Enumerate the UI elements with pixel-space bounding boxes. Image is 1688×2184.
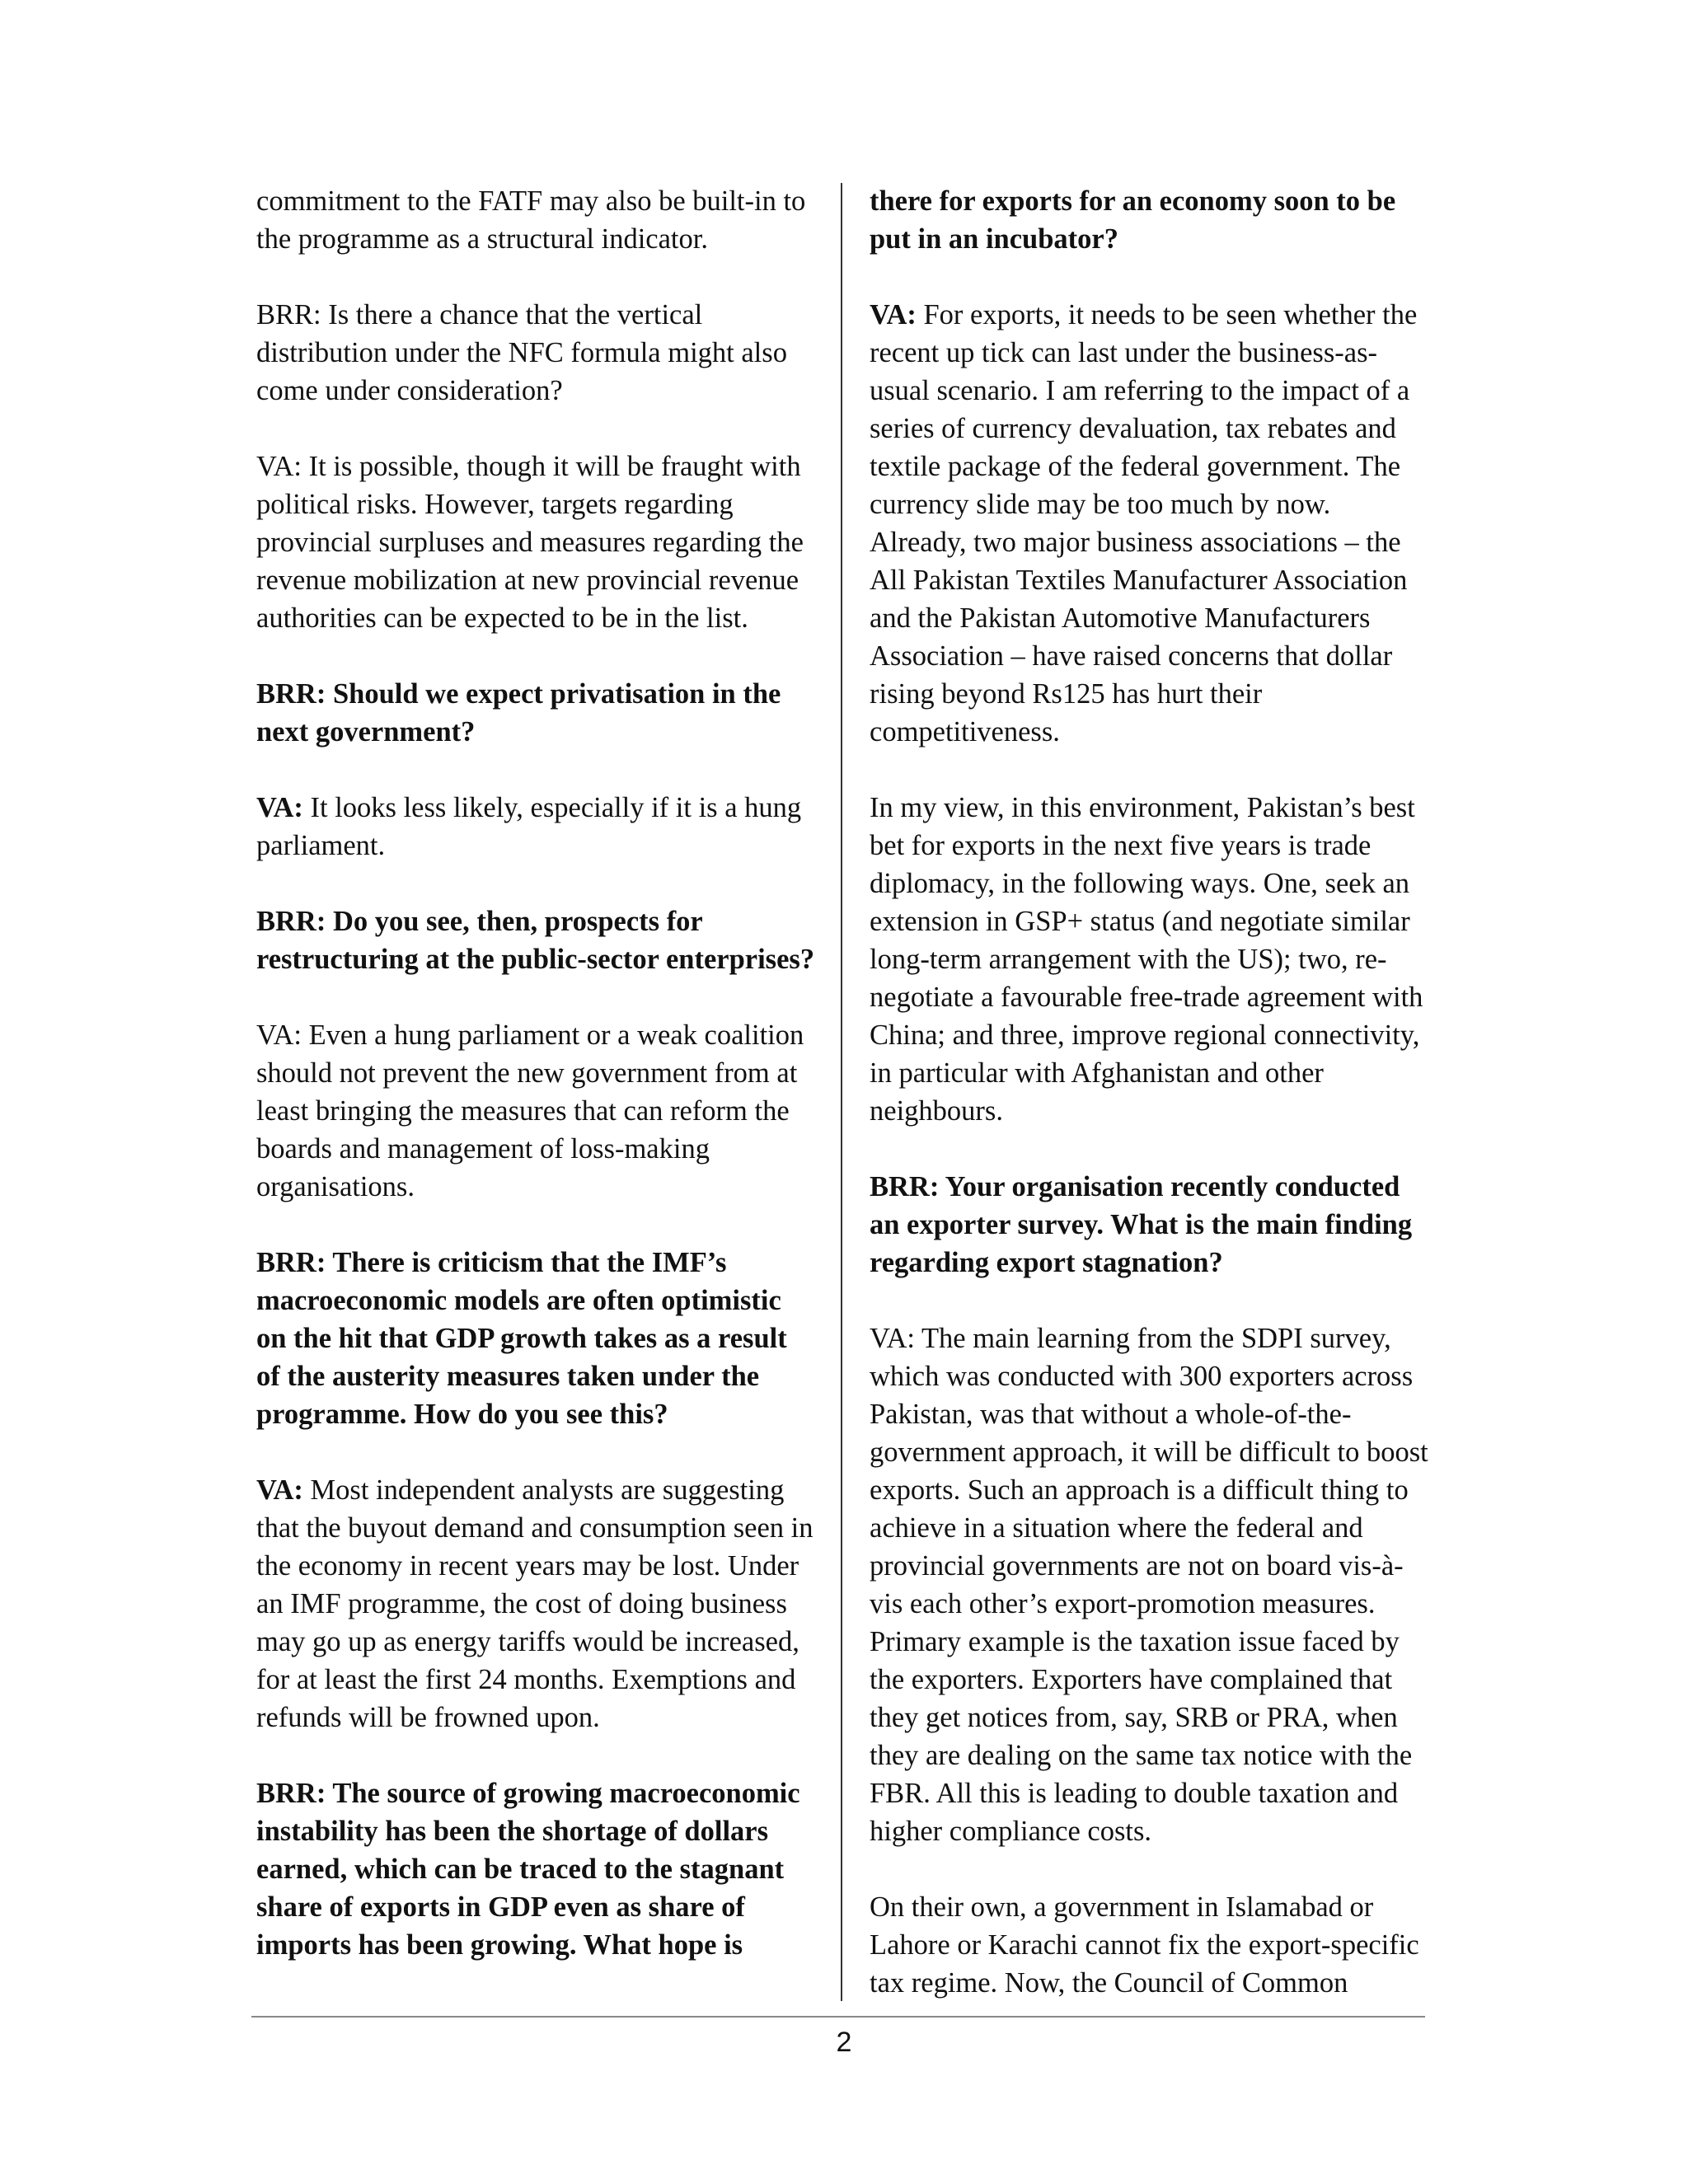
question-text: BRR: The source of growing macroeconomic instability has been the shortage of dollars earned, which can be traced to the stagnant share of exports in GDP even as share of imports has been growing. What hope is bbox=[256, 1778, 800, 1961]
question-text: BRR: Do you see, then, prospects for restructuring at the public-sector enterprises? bbox=[256, 906, 815, 975]
answer-text: It looks less likely, especially if it is a hung parliament. bbox=[256, 792, 802, 861]
paragraph-text: commitment to the FATF may also be built-in to the programme as a structural indicator. bbox=[256, 185, 806, 255]
paragraph-text: BRR: Is there a chance that the vertical distribution under the NFC formula might also come under consideration? bbox=[256, 299, 787, 406]
interview-question bbox=[870, 1168, 1430, 1282]
paragraph bbox=[870, 789, 1430, 1130]
question-text: BRR: There is criticism that the IMF’s macroeconomic models are often optimistic on the hit that GDP growth takes as a result of the austerity measures taken under the programme. How do you see this? bbox=[256, 1247, 787, 1430]
answer-text: VA: Even a hung parliament or a weak coalition should not prevent the new government from at least bringing the measures that can reform the boards and management of loss-making organisations. bbox=[256, 1019, 804, 1202]
paragraph bbox=[256, 296, 817, 410]
interview-answer bbox=[256, 1471, 817, 1736]
paragraph bbox=[256, 182, 817, 258]
speaker-label: VA: bbox=[256, 792, 303, 823]
paragraph-text: In my view, in this environment, Pakistan’s best bet for exports in the next five years is trade diplomacy, in the following ways. One, seek an extension in GSP+ status (and negotiate similar long-term arrangement with the US); two, re-negotiate a favourable free-trade agreement with China; and three, improve regional connectivity, in particular with Afghanistan and other neighbours. bbox=[870, 792, 1423, 1127]
paragraph bbox=[256, 448, 817, 637]
interview-question bbox=[256, 1244, 817, 1433]
paragraph-text: On their own, a government in Islamabad or Lahore or Karachi cannot fix the export-specific tax regime. Now, the Council of Common bbox=[870, 1891, 1419, 1999]
column-divider bbox=[841, 183, 842, 2001]
answer-text: Most independent analysts are suggesting that the buyout demand and consumption seen in the economy in recent years may be lost. Under an IMF programme, the cost of doing business may go up as energy tariffs would be increased, for at least the first 24 months. Exemptions and refunds will be frowned upon. bbox=[256, 1474, 814, 1733]
interview-question bbox=[256, 902, 817, 978]
left-column bbox=[256, 182, 817, 1964]
interview-answer bbox=[870, 296, 1430, 751]
interview-question bbox=[256, 1774, 817, 1964]
question-text: BRR: Your organisation recently conducted an exporter survey. What is the main finding regarding export stagnation? bbox=[870, 1171, 1413, 1278]
paragraph-text: VA: It is possible, though it will be fraught with political risks. However, targets regarding provincial surpluses and measures regarding the revenue mobilization at new provincial revenue authorities can be expected to be in the list. bbox=[256, 451, 804, 634]
question-text: there for exports for an economy soon to be put in an incubator? bbox=[870, 185, 1396, 255]
answer-text: For exports, it needs to be seen whether the recent up tick can last under the business-as-usual scenario. I am referring to the impact of a series of currency devaluation, tax rebates and textile package of the federal government. The currency slide may be too much by now. Already, two major business associations – the All Pakistan Textiles Manufacturer Association and the Pakistan Automotive Manufacturers Association – have raised concerns that dollar rising beyond Rs125 has hurt their competitiveness. bbox=[870, 299, 1418, 748]
page-number: 2 bbox=[836, 2027, 852, 2058]
answer-text: VA: The main learning from the SDPI survey, which was conducted with 300 exporters across Pakistan, was that without a whole-of-the-government approach, it will be difficult to boost exports. Such an approach is a difficult thing to achieve in a situation where the federal and provincial governments are not on board vis-à-vis each other’s export-promotion measures. Primary example is the taxation issue faced by the exporters. Exporters have complained that they get notices from, say, SRB or PRA, when they are dealing on the same tax notice with the FBR. All this is leading to double taxation and higher compliance costs. bbox=[870, 1323, 1428, 1847]
speaker-label: VA: bbox=[256, 1474, 303, 1506]
question-text: BRR: Should we expect privatisation in the next government? bbox=[256, 678, 781, 748]
interview-answer bbox=[870, 1319, 1430, 1850]
interview-answer bbox=[256, 1016, 817, 1206]
right-column bbox=[870, 182, 1430, 2002]
interview-question bbox=[870, 182, 1430, 258]
paragraph bbox=[870, 1888, 1430, 2002]
footer-rule bbox=[251, 2016, 1425, 2018]
interview-answer bbox=[256, 789, 817, 865]
interview-question bbox=[256, 675, 817, 751]
speaker-label: VA: bbox=[870, 299, 917, 330]
